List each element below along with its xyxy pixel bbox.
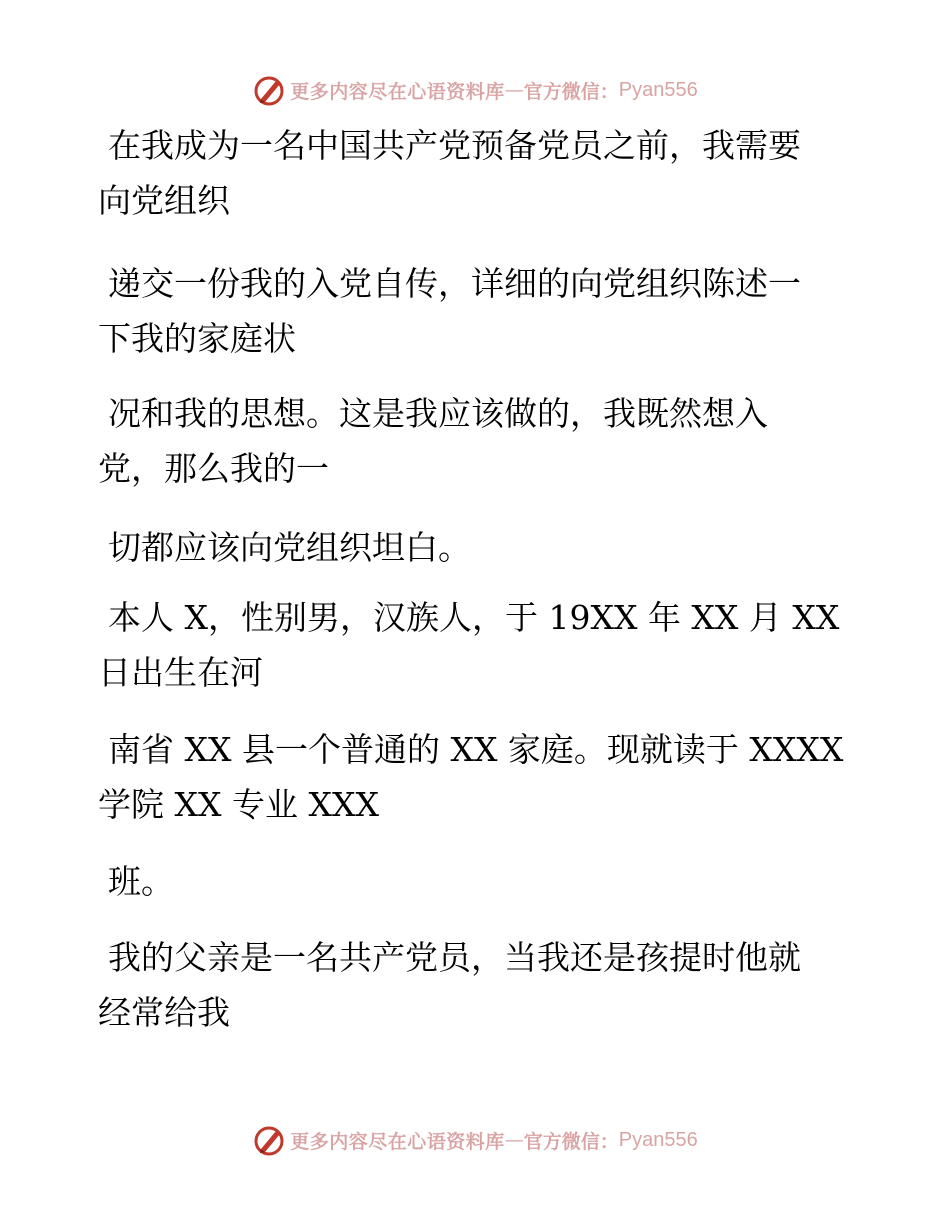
text-line: 党，那么我的一 bbox=[98, 449, 329, 488]
paragraph bbox=[98, 386, 858, 496]
watermark-separator: — bbox=[504, 79, 524, 101]
watermark-text: 更多内容尽在心语资料库 bbox=[290, 80, 505, 103]
pen-logo-icon bbox=[252, 73, 286, 107]
text-line: 我的父亲是一名共产党员，当我还是孩提时他就 bbox=[108, 938, 801, 977]
paragraph bbox=[98, 854, 858, 909]
paragraph bbox=[98, 118, 858, 228]
text-line: 下我的家庭状 bbox=[98, 319, 296, 358]
paragraph bbox=[98, 520, 858, 575]
text-line: 递交一份我的入党自传，详细的向党组织陈述一 bbox=[108, 264, 801, 303]
footer-watermark bbox=[0, 1120, 950, 1160]
paragraph bbox=[98, 590, 858, 700]
text-line: 切都应该向党组织坦白。 bbox=[108, 528, 471, 567]
paragraph bbox=[98, 256, 858, 366]
text-line: 南省 XX 县一个普通的 XX 家庭。现就读于 XXXX bbox=[108, 730, 844, 769]
text-line: 况和我的思想。这是我应该做的，我既然想入 bbox=[108, 394, 768, 433]
watermark-text: 更多内容尽在心语资料库 bbox=[290, 1130, 505, 1153]
text-line: 本人 X，性别男，汉族人，于 19XX 年 XX 月 XX bbox=[108, 598, 840, 637]
watermark-wechat-id: Pyan556 bbox=[618, 78, 698, 101]
paragraph bbox=[98, 930, 858, 1040]
watermark-separator: — bbox=[504, 1129, 524, 1151]
text-line: 日出生在河 bbox=[98, 653, 263, 692]
watermark-wechat-label: 官方微信： bbox=[523, 1130, 619, 1153]
paragraph bbox=[98, 722, 858, 832]
text-line: 班。 bbox=[108, 862, 174, 901]
text-line: 在我成为一名中国共产党预备党员之前，我需要 bbox=[108, 126, 801, 165]
watermark-wechat-id: Pyan556 bbox=[618, 1128, 698, 1151]
text-line: 向党组织 bbox=[98, 181, 230, 220]
pen-logo-icon bbox=[252, 1123, 286, 1157]
watermark-wechat-label: 官方微信： bbox=[523, 80, 619, 103]
text-line: 经常给我 bbox=[98, 993, 230, 1032]
text-line: 学院 XX 专业 XXX bbox=[98, 785, 379, 824]
header-watermark bbox=[0, 70, 950, 110]
